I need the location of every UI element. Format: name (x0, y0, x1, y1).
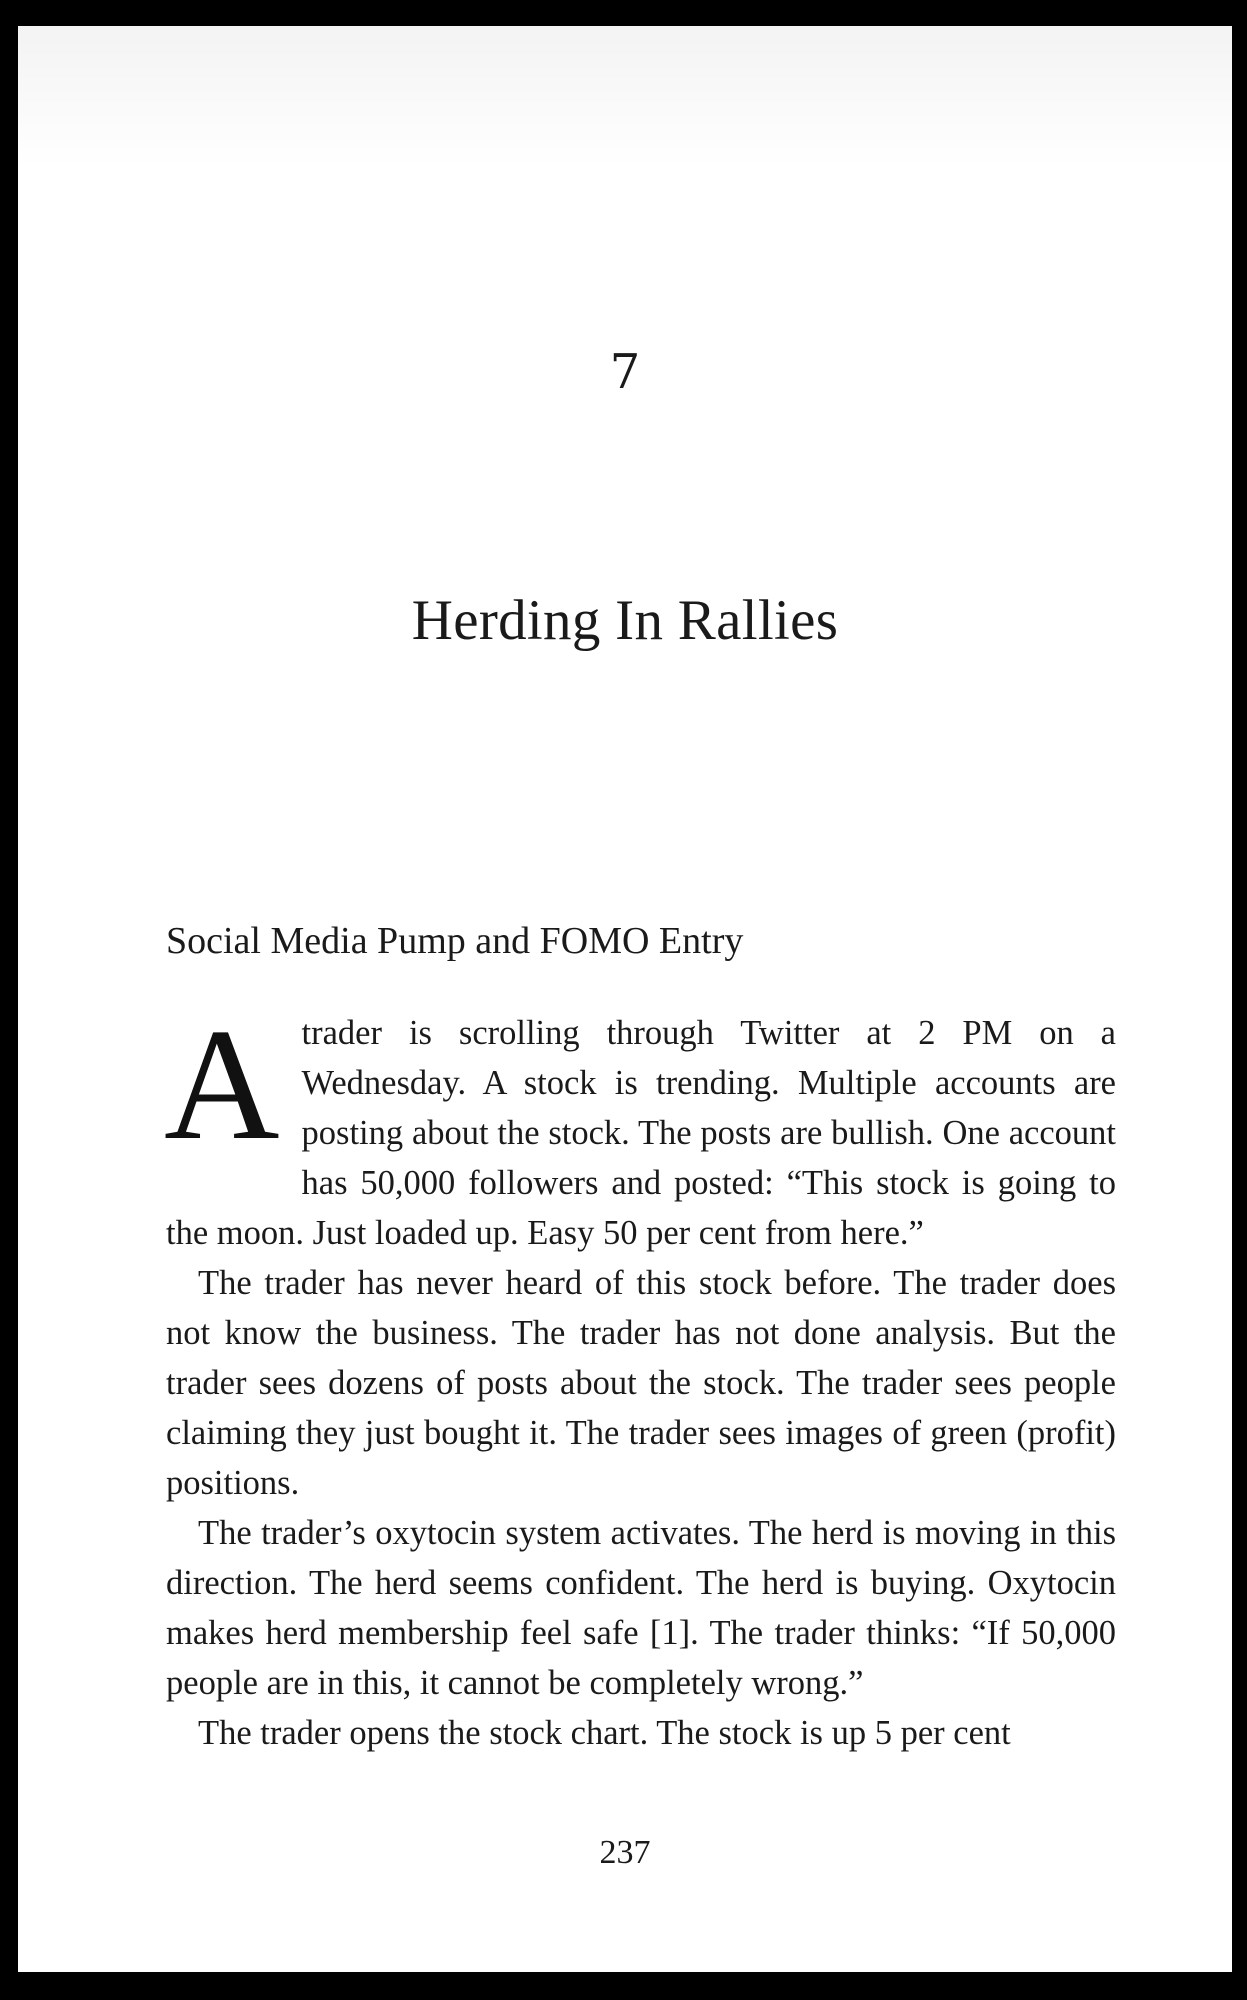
paragraph-2: The trader has never heard of this stock before. The trader does not know the business. The trader has not done analysis. But the trader sees dozens of posts about the stock. The trader sees people claiming they just bought it. The trader sees images of green (profit) positions. (166, 1264, 1116, 1502)
page-number: 237 (599, 1834, 651, 1871)
chapter-body (164, 995, 1116, 1758)
paragraph-1 (164, 995, 1116, 1258)
chapter-number: 7 (609, 344, 641, 400)
paragraph-4: The trader opens the stock chart. The stock is up 5 per cent (198, 1714, 1011, 1752)
paragraph-3: The trader’s oxytocin system activates. The herd is moving in this direction. The herd seems confident. The herd is buying. Oxytocin makes herd membership feel safe [1]. The trader thinks: “If 50,000 people are in this, it cannot be completely wrong.” (166, 1514, 1116, 1702)
page-top-shading (18, 26, 1232, 166)
paragraph-1-text: trader is scrolling through Twitter at 2 PM on a Wednesday. A stock is trending. Multiple accounts are posting about the stock. The posts are bullish. One account has 50,000 followers and posted: “This stock is going to the moon. Just loaded up. Easy 50 per cent from here.” (166, 1014, 1116, 1252)
section-heading: Social Media Pump and FOMO Entry (166, 920, 744, 962)
book-page (18, 26, 1232, 1972)
chapter-title: Herding In Rallies (411, 589, 839, 652)
drop-cap: A (164, 995, 280, 1173)
